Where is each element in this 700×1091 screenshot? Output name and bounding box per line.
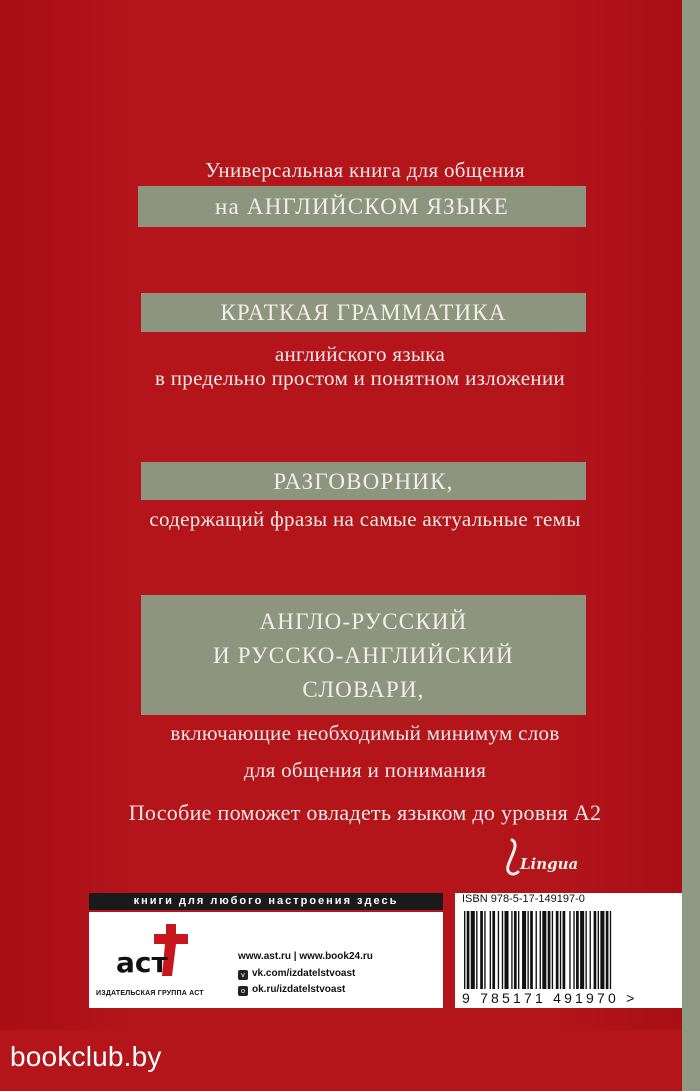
barcode-bar	[590, 911, 591, 989]
dictionaries-band-line-2: И РУССКО-АНГЛИЙСКИЙ	[213, 643, 514, 668]
barcode-bar	[490, 911, 491, 989]
phrasebook-band	[141, 462, 586, 500]
barcode-digits: 9 785171 491970 >	[462, 990, 682, 1006]
grammar-line-2: в предельно простом и понятном изложении	[154, 366, 566, 390]
barcode-bar	[464, 911, 465, 989]
intro-line: Универсальная книга для общения	[205, 158, 525, 182]
dictionaries-band-line-1: АНГЛО-РУССКИЙ	[259, 609, 468, 634]
barcode-bar	[610, 911, 611, 989]
lingua-logo-text: Lingua	[520, 855, 579, 873]
grammar-line-1: английского языка	[274, 342, 446, 366]
barcode-bar	[492, 911, 495, 989]
barcode-bar	[530, 911, 533, 989]
barcode-bar	[484, 911, 485, 989]
barcode-bar	[563, 911, 566, 989]
grammar-band	[141, 293, 586, 332]
lingua-logo	[500, 836, 580, 882]
barcode-bar	[476, 911, 477, 989]
barcode-bar	[556, 911, 559, 989]
barcode-bar	[514, 911, 517, 989]
ast-logo-mark	[110, 920, 200, 982]
barcode-bar	[600, 911, 604, 989]
barcode-bar	[505, 911, 509, 989]
barcode-bar	[552, 911, 553, 989]
barcode-bar	[569, 911, 570, 989]
barcode-bar	[573, 911, 574, 989]
barcode-bar	[536, 911, 537, 989]
dictionaries-band	[141, 595, 586, 715]
ast-logo	[110, 920, 200, 982]
dictionaries-line-2: для общения и понимания	[243, 758, 487, 782]
barcode-bar	[576, 911, 579, 989]
barcode-bar	[560, 911, 561, 989]
dictionaries-line-1: включающие необходимый минимум слов	[170, 721, 560, 745]
ok-link[interactable]: ok.ru/izdatelstvoast	[252, 984, 346, 995]
barcode-bar	[598, 911, 599, 989]
barcode-bars	[462, 911, 682, 991]
ast-logo-text: аст	[116, 946, 168, 979]
barcode-bar	[480, 911, 483, 989]
ok-icon: o	[238, 986, 248, 996]
intro-band	[138, 186, 586, 227]
phrasebook-line: содержащий фразы на самые актуальные темы	[149, 507, 581, 531]
barcode-bar	[522, 911, 526, 989]
barcode-bar	[518, 911, 519, 989]
intro-band-label: на АНГЛИЙСКОМ ЯЗЫКЕ	[215, 194, 509, 219]
barcode-bar	[467, 911, 470, 989]
phrasebook-band-label: РАЗГОВОРНИК,	[273, 469, 454, 494]
grammar-band-label: КРАТКАЯ ГРАММАТИКА	[220, 300, 507, 325]
publisher-group-name: ИЗДАТЕЛЬСКАЯ ГРУППА АСТ	[96, 990, 204, 997]
level-line: Пособие поможет овладеть языком до уровня А2	[128, 800, 602, 825]
vk-icon: v	[238, 970, 248, 980]
barcode-bar	[586, 911, 587, 989]
dictionaries-band-line-3: СЛОВАРИ,	[302, 677, 425, 702]
book-spine-edge	[682, 0, 700, 1091]
barcode-bar	[471, 911, 475, 989]
barcode-bar	[594, 911, 597, 989]
isbn-number: ISBN 978-5-17-149197-0	[462, 893, 585, 905]
barcode-bar	[502, 911, 503, 989]
barcode-bar	[540, 911, 541, 989]
watermark: bookclub.by	[10, 1041, 162, 1072]
barcode-bar	[498, 911, 499, 989]
barcode-bar	[542, 911, 546, 989]
barcode-bar	[548, 911, 551, 989]
lingua-logo-mark	[500, 836, 580, 882]
publisher-tagline: книги для любого настроения здесь	[89, 893, 443, 910]
barcode-bar	[527, 911, 528, 989]
vk-link[interactable]: vk.com/izdatelstvoast	[252, 968, 356, 979]
barcode-bar	[511, 911, 512, 989]
barcode-bar	[580, 911, 584, 989]
barcode-bar	[606, 911, 609, 989]
publisher-sites-link[interactable]: www.ast.ru | www.book24.ru	[238, 951, 373, 962]
